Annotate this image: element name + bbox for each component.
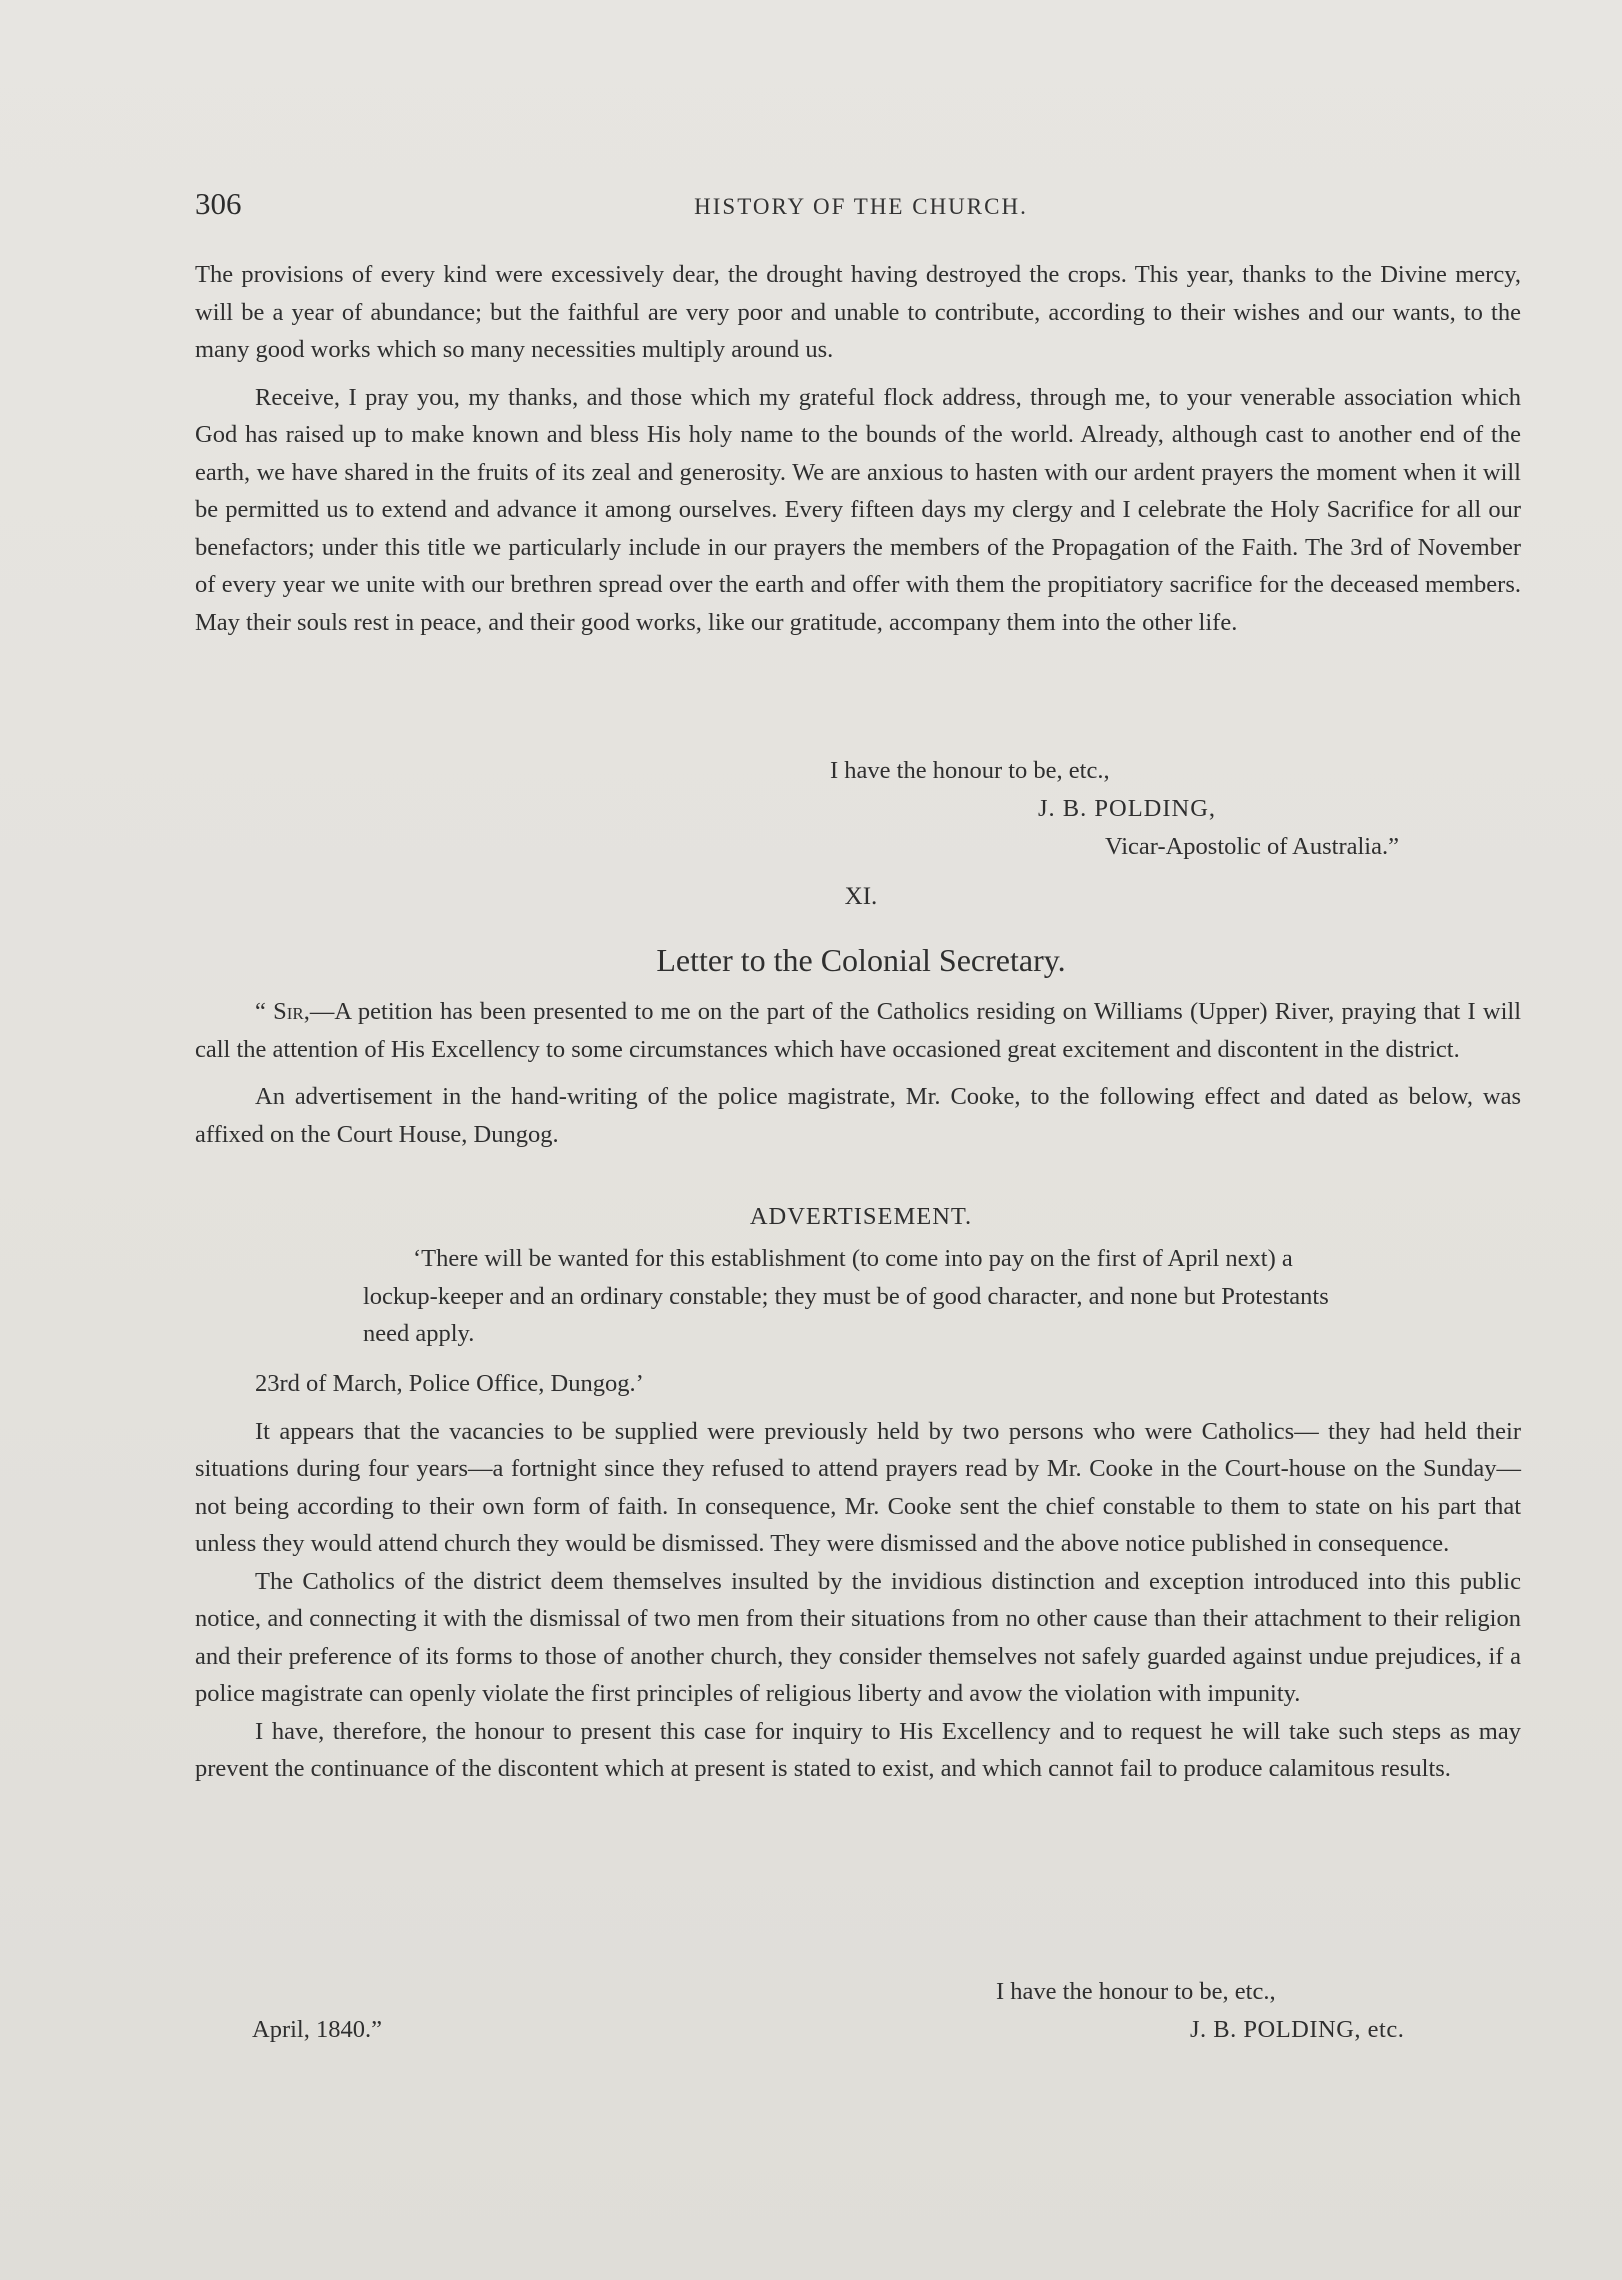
closing-line: I have the honour to be, etc., [830, 757, 1110, 784]
section-number: XI. [844, 883, 878, 910]
letter-date: April, 1840.” [252, 2016, 382, 2043]
paragraph-text: ,—A petition has been presented to me on the part of the Catholics residing on Williams (Upper) River, praying that I will call the attention of His Excellency to some circumstances which have occasioned great excitement and discontent in the district. [195, 998, 1521, 1063]
open-quote: “ [255, 998, 274, 1025]
running-title: HISTORY OF THE CHURCH. [694, 194, 1028, 219]
paragraph: It appears that the vacancies to be supplied were previously held by two persons who were Catholics— they had held their situations during four years—a fortnight since they refused to attend prayers read by Mr. Cooke in the Court-house on the Sunday—not being according to their own form of faith. In consequence, Mr. Cooke sent the chief constable to them to state on his part that unless they would attend church they would be dismissed. They were dismissed and the above notice published in consequence. [195, 1417, 1521, 1557]
paragraph [195, 993, 1521, 1068]
paragraph: The Catholics of the district deem themselves insulted by the invidious distinction and exception introduced into this public notice, and connecting it with the dismissal of two men from their situations from no other cause than their attachment to their religion and their preference of its forms to those of another church, they consider themselves not safely guarded against undue prejudices, if a police magistrate can openly violate the first principles of religious liberty and avow the violation with impunity. [195, 1567, 1521, 1707]
paragraph: I have, therefore, the honour to present this case for inquiry to His Excellency and to request he will take such steps as may prevent the continuance of the discontent which at present is stated to exist, and which cannot fail to produce calamitous results. [195, 1717, 1521, 1782]
section-title: Letter to the Colonial Secretary. [656, 942, 1066, 978]
letter-two-body [195, 1365, 1521, 1788]
page-number: 306 [195, 186, 242, 221]
letter-two-opening [195, 993, 1521, 1153]
paragraph: Receive, I pray you, my thanks, and those which my grateful flock address, through me, to your venerable association which God has raised up to make known and bless His holy name to the bounds of the world. Already, although cast to another end of the earth, we have shared in the fruits of its zeal and generosity. We are anxious to hasten with our ardent prayers the moment when it will be permitted us to extend and advance it among ourselves. Every fifteen days my clergy and I celebrate the Holy Sacrifice for all our benefactors; under this title we particularly include in our prayers the members of the Propagation of the Faith. The 3rd of November of every year we unite with our brethren spread over the earth and offer with them the propitiatory sacrifice for the deceased members. May their souls rest in peace, and their good works, like our gratitude, accompany them into the other life. [195, 383, 1521, 636]
signature: J. B. POLDING, etc. [1190, 2016, 1405, 2043]
advertisement-text: ‘There will be wanted for this establishment (to come into pay on the first of April next) a lockup-keeper and an ordinary constable; they must be of good character, and none but Protestants need apply. [363, 1245, 1329, 1347]
advertisement-text-block [363, 1240, 1363, 1353]
advertisement-date: 23rd of March, Police Office, Dungog.’ [255, 1370, 644, 1397]
signature: J. B. POLDING, [1038, 795, 1217, 822]
paragraph: An advertisement in the hand-writing of the police magistrate, Mr. Cooke, to the following effect and dated as below, was affixed on the Court House, Dungog. [195, 1083, 1521, 1148]
advertisement-heading: ADVERTISEMENT. [749, 1203, 973, 1230]
letter-one-body [195, 256, 1521, 641]
paragraph: The provisions of every kind were excessively dear, the drought having destroyed the crops. This year, thanks to the Divine mercy, will be a year of abundance; but the faithful are very poor and unable to contribute, according to their wishes and our wants, to the many good works which so many necessities multiply around us. [195, 261, 1521, 363]
closing-line: I have the honour to be, etc., [996, 1978, 1276, 2005]
salutation: Sir [273, 998, 304, 1025]
signature-title: Vicar-Apostolic of Australia.” [1105, 833, 1399, 860]
